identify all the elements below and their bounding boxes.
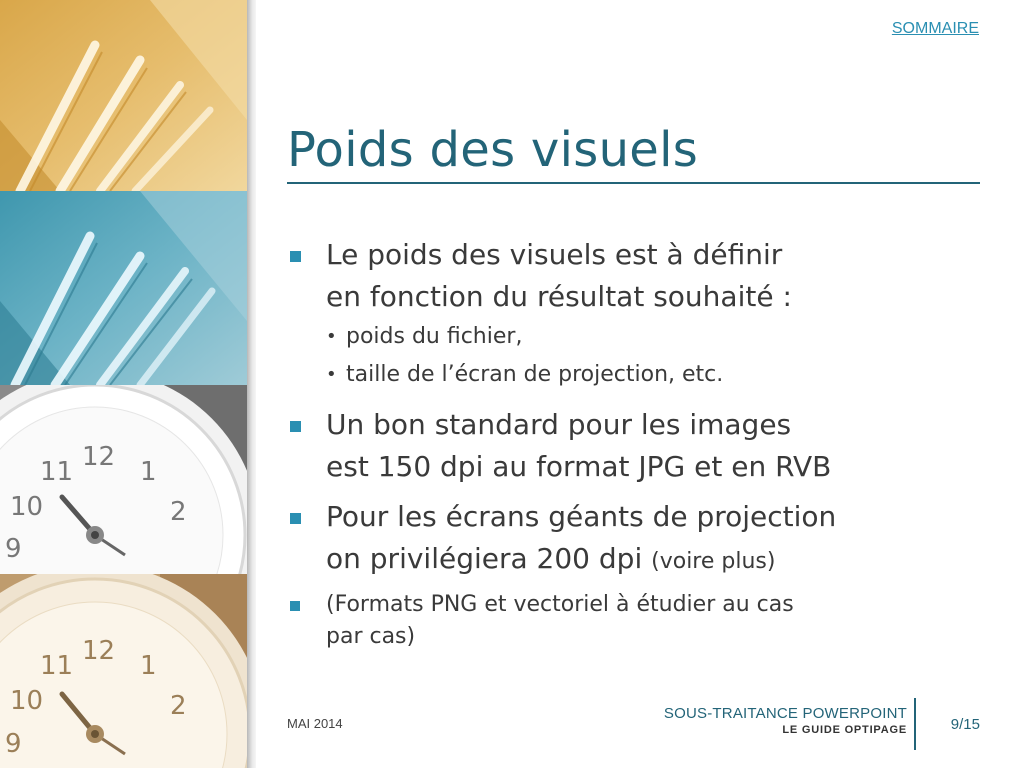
square-bullet-icon [290,601,300,611]
svg-text:1: 1 [140,651,157,681]
sub-bullet-item [326,356,977,394]
svg-text:1: 1 [140,457,157,487]
sub-bullet-text: poids du fichier, [346,324,523,349]
square-bullet-icon [290,513,301,524]
sub-bullet-item [326,318,977,356]
bullet-text: est 150 dpi au format JPG et en RVB [326,450,832,483]
image-strip [0,0,250,768]
bullet-text: Pour les écrans géants de projection [326,500,837,533]
bullet-item [287,496,977,583]
footer-branding [664,705,907,736]
bullet-text: (Formats PNG et vectoriel à étudier au cas [326,592,794,617]
footer-guide: LE GUIDE OPTIPAGE [782,724,907,736]
svg-text:9: 9 [5,534,22,564]
slide-title: Poids des visuels [287,122,699,178]
svg-text:12: 12 [82,636,116,666]
svg-text:11: 11 [40,651,74,681]
svg-text:2: 2 [170,691,187,721]
square-bullet-icon [290,251,301,262]
sub-bullet-list [326,318,977,394]
svg-text:11: 11 [40,457,74,487]
bullet-text: Un bon standard pour les images [326,408,792,441]
strip-shadow-edge [247,0,256,768]
sommaire-link[interactable]: SOMMAIRE [891,20,979,37]
bullet-item [287,589,977,653]
dot-bullet-icon: • [326,364,337,385]
slide-body [287,234,977,653]
blue-rods-image [0,191,247,385]
square-bullet-icon [290,421,301,432]
bullet-text: on privilégiera 200 dpi [326,542,643,575]
page-number: 9/15 [950,716,980,733]
title-underline [287,182,980,184]
bullet-text-line [326,538,977,583]
bullet-item [287,404,977,488]
sub-bullet-text: taille de l’écran de projection, etc. [346,362,724,387]
bullet-note: (voire plus) [651,549,776,574]
sepia-clock-image [0,574,247,768]
footer-divider [914,698,916,750]
footer-date: MAI 2014 [287,716,343,731]
clock-image [0,385,247,574]
bullet-item [287,234,977,394]
bullet-text: en fonction du résultat souhaité : [326,280,792,313]
svg-text:10: 10 [10,492,44,522]
bullet-text: Le poids des visuels est à définir [326,238,783,271]
footer-company: SOUS-TRAITANCE POWERPOINT [663,705,907,722]
svg-text:2: 2 [170,497,187,527]
svg-text:10: 10 [10,686,44,716]
svg-text:9: 9 [5,729,22,759]
dot-bullet-icon: • [326,326,337,347]
svg-text:12: 12 [82,442,116,472]
golden-rods-image [0,0,247,191]
bullet-text: par cas) [326,624,416,649]
